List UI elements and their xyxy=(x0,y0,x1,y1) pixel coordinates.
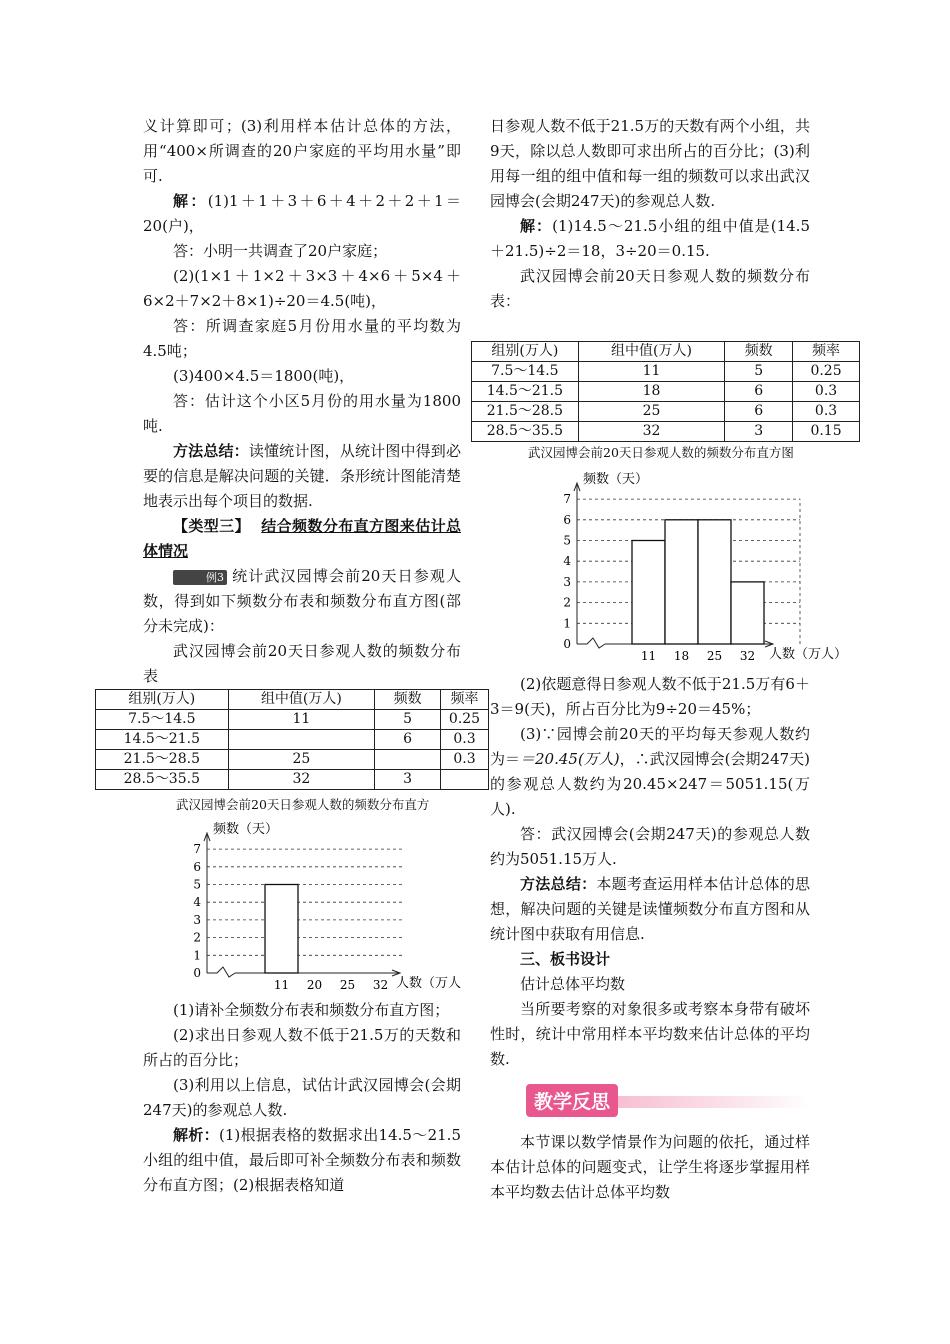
solution-1-text: (1)1＋1＋3＋6＋4＋2＋2＋1＝20(户)， xyxy=(143,192,461,235)
board-subtitle: 估计总体平均数 xyxy=(520,975,626,993)
left-table-cell: 11 xyxy=(228,710,375,730)
right-table-cell: 7.5～14.5 xyxy=(472,362,579,382)
reflection-text: 本节课以数学情景作为问题的依托，通过样本估计总体的问题变式，让学生将逐步掌握用样本平均数去估计总体平均数 xyxy=(490,1133,810,1201)
y-tick-label: 3 xyxy=(563,574,571,589)
right-table-header-row xyxy=(472,342,860,362)
right-table-cell: 0.25 xyxy=(793,362,860,382)
solution-part1 xyxy=(143,189,461,239)
y-tick-label: 1 xyxy=(193,948,201,963)
histogram-bar xyxy=(632,541,665,645)
y-tick-label: 5 xyxy=(193,877,201,892)
left-table-header-cell: 频率 xyxy=(441,690,489,710)
solution-label: 解： xyxy=(173,192,208,210)
left-histogram xyxy=(190,815,490,995)
solution-part3: (3)400×4.5＝1800(吨)， xyxy=(173,367,355,385)
left-table-cell: 14.5～21.5 xyxy=(96,730,229,750)
right-table-cell: 0.15 xyxy=(793,422,860,442)
right-table-cell: 32 xyxy=(578,422,725,442)
solution-3-part-c: ，∴武汉园博会(会期247天)的参观总人数约为20.45×247＝5051.15(万人). xyxy=(490,750,811,818)
left-table-cell: 28.5～35.5 xyxy=(96,770,229,790)
x-tick-label: 11 xyxy=(273,978,290,992)
left-table-row xyxy=(96,750,489,770)
solution-3-part-b: ＝20.45(万人) xyxy=(520,750,620,768)
left-table-cell: 3 xyxy=(375,770,441,790)
left-table-header-row xyxy=(96,690,489,710)
question-2: (2)求出日参观人数不低于21.5万的天数和所占的百分比； xyxy=(143,1026,461,1069)
left-table-cell: 0.25 xyxy=(441,710,489,730)
right-frequency-table xyxy=(471,341,860,442)
right-histogram xyxy=(545,462,870,668)
histogram-bar xyxy=(731,582,764,644)
right-table-intro: 武汉园博会前20天日参观人数的频数分布表： xyxy=(490,267,810,310)
right-solution-2: (2)依题意得日参观人数不低于21.5万有6＋3＝9(天)，所占百分比为9÷20＝45%； xyxy=(490,675,810,718)
histogram-bar xyxy=(698,520,731,644)
y-axis-label: 频数（天） xyxy=(583,472,649,488)
right-table-cell: 0.3 xyxy=(793,382,860,402)
type-label: 【类型三】 xyxy=(173,517,250,535)
left-table-cell xyxy=(375,750,441,770)
right-method-label: 方法总结： xyxy=(520,875,597,893)
method-summary xyxy=(143,439,461,514)
y-tick-label: 4 xyxy=(193,895,201,910)
right-solution-1 xyxy=(490,214,810,264)
left-frequency-table xyxy=(95,689,489,790)
left-table-header-cell: 组中值(万人) xyxy=(228,690,375,710)
right-table-row xyxy=(472,362,860,382)
x-axis-break xyxy=(577,638,605,648)
y-tick-label: 1 xyxy=(563,616,571,631)
right-method-text: 本题考查运用样本估计总体的思想，解决问题的关键是读懂频数分布直方图和从统计图中获取有用信息. xyxy=(490,875,810,943)
x-tick-label: 32 xyxy=(739,649,756,663)
x-tick-label: 25 xyxy=(706,649,723,663)
left-table-header-cell: 频数 xyxy=(375,690,441,710)
right-table-cell: 14.5～21.5 xyxy=(472,382,579,402)
left-questions xyxy=(143,998,461,1198)
y-axis-label: 频数（天） xyxy=(213,822,279,838)
right-solution-label: 解： xyxy=(520,217,553,235)
left-table-row xyxy=(96,710,489,730)
board-text: 当所要考察的对象很多或考察本身带有破坏性时，统计中常用样本平均数来估计总体的平均数. xyxy=(490,1000,810,1068)
y-tick-label: 5 xyxy=(563,533,571,548)
left-column xyxy=(143,114,461,689)
example-tag: 例3 xyxy=(173,570,227,585)
y-tick-label: 6 xyxy=(193,859,201,874)
right-table-cell: 3 xyxy=(725,422,793,442)
left-table-row xyxy=(96,730,489,750)
left-chart-title: 武汉园博会前20天日参观人数的频数分布直方 xyxy=(176,797,430,812)
right-table-cell: 21.5～28.5 xyxy=(472,402,579,422)
histogram-bar xyxy=(665,520,698,644)
right-table-cell: 0.3 xyxy=(793,402,860,422)
y-tick-label: 2 xyxy=(563,595,571,610)
left-table-header-cell: 组别(万人) xyxy=(96,690,229,710)
right-intro-paragraph: 日参观人数不低于21.5万的天数有两个小组，共9天，除以总人数即可求出所占的百分比；(3)利用每一组的组中值和每一组的频数可以求出武汉园博会(会期247天)的参观总人数. xyxy=(490,117,810,210)
right-lower-column xyxy=(490,672,810,1205)
question-1: (1)请补全频数分布表和频数分布直方图； xyxy=(173,1001,450,1019)
answer-2: 答：所调查家庭5月份用水量的平均数为4.5吨； xyxy=(143,317,461,360)
right-table-row xyxy=(472,422,860,442)
example-paragraph xyxy=(143,564,461,639)
analysis-label: 解析： xyxy=(173,1126,219,1144)
type-heading xyxy=(143,514,461,564)
left-table-cell: 0.3 xyxy=(441,750,489,770)
right-table-header-cell: 频数 xyxy=(725,342,793,362)
method-label: 方法总结： xyxy=(173,442,249,460)
teaching-reflection-label: 教学反思 xyxy=(526,1084,618,1117)
right-table-header-cell: 频率 xyxy=(793,342,860,362)
y-tick-label: 6 xyxy=(563,512,571,527)
x-axis-label: 人数（万人） xyxy=(769,647,848,662)
analysis-paragraph xyxy=(143,1123,461,1198)
left-table-cell: 21.5～28.5 xyxy=(96,750,229,770)
y-tick-label: 0 xyxy=(563,637,571,651)
left-table-cell xyxy=(441,770,489,790)
y-tick-label: 3 xyxy=(193,912,201,927)
type-title: 结合频数分布直方图来估计总体情况 xyxy=(143,517,461,560)
right-solution-3 xyxy=(490,722,810,822)
x-tick-label: 11 xyxy=(640,649,657,663)
x-axis-label: 人数（万人 xyxy=(396,976,462,991)
right-table-row xyxy=(472,382,860,402)
right-table-cell: 5 xyxy=(725,362,793,382)
right-table-header-cell: 组中值(万人) xyxy=(578,342,725,362)
y-tick-label: 7 xyxy=(563,492,571,507)
y-tick-label: 2 xyxy=(193,930,201,945)
y-tick-label: 0 xyxy=(193,966,201,980)
x-tick-label: 25 xyxy=(339,978,356,992)
answer-3: 答：估计这个小区5月份的用水量为1800吨. xyxy=(143,392,461,435)
board-design-heading: 三、板书设计 xyxy=(520,950,611,968)
left-table-cell xyxy=(228,730,375,750)
x-axis-break xyxy=(207,967,235,977)
solution-part2: (2)(1×1＋1×2＋3×3＋4×6＋5×4＋6×2＋7×2＋8×1)÷20＝4.5(吨)， xyxy=(143,267,461,310)
left-table-cell: 6 xyxy=(375,730,441,750)
question-3: (3)利用以上信息，试估计武汉园博会(会期247天)的参观总人数. xyxy=(143,1076,461,1119)
analysis-text: (1)根据表格的数据求出14.5～21.5小组的组中值，最后即可补全频数分布表和频数分布直方图；(2)根据表格知道 xyxy=(143,1126,461,1194)
x-tick-label: 20 xyxy=(306,978,323,992)
left-intro-paragraph: 义计算即可；(3)利用样本估计总体的方法，用“400×所调查的20户家庭的平均用水量”即可. xyxy=(143,117,461,185)
right-table-cell: 11 xyxy=(578,362,725,382)
right-table-row xyxy=(472,402,860,422)
left-table-cell: 7.5～14.5 xyxy=(96,710,229,730)
right-table-cell: 6 xyxy=(725,382,793,402)
x-tick-label: 18 xyxy=(673,649,690,663)
right-table-cell: 6 xyxy=(725,402,793,422)
right-table-header-cell: 组别(万人) xyxy=(472,342,579,362)
left-table-row xyxy=(96,770,489,790)
left-table-cell: 25 xyxy=(228,750,375,770)
left-table-cell: 0.3 xyxy=(441,730,489,750)
right-method-summary xyxy=(490,872,810,947)
right-table-cell: 18 xyxy=(578,382,725,402)
teaching-reflection-banner xyxy=(490,1080,810,1124)
method-text: 读懂统计图，从统计图中得到必要的信息是解决问题的关键．条形统计图能清楚地表示出每个项目的数据. xyxy=(143,442,461,510)
left-table-cell: 5 xyxy=(375,710,441,730)
x-tick-label: 32 xyxy=(372,978,389,992)
y-tick-label: 4 xyxy=(563,554,571,569)
right-solution-1-text: (1)14.5～21.5小组的组中值是(14.5＋21.5)÷2＝18，3÷20＝0.15. xyxy=(490,217,810,260)
right-answer: 答：武汉园博会(会期247天)的参观总人数约为5051.15万人. xyxy=(490,825,810,868)
right-column xyxy=(490,114,810,314)
left-table-cell: 32 xyxy=(228,770,375,790)
left-table-title: 武汉园博会前20天日参观人数的频数分布表 xyxy=(143,642,461,685)
right-chart-title: 武汉园博会前20天日参观人数的频数分布直方图 xyxy=(528,445,794,460)
answer-1: 答：小明一共调查了20户家庭； xyxy=(173,242,388,260)
right-table-cell: 28.5～35.5 xyxy=(472,422,579,442)
right-table-cell: 25 xyxy=(578,402,725,422)
y-tick-label: 7 xyxy=(193,842,201,857)
example-text: 统计武汉园博会前20天日参观人数，得到如下频数分布表和频数分布直方图(部分未完成)： xyxy=(143,567,461,635)
histogram-bar xyxy=(265,885,298,974)
solution-3-part-a: (3)∵园博会前20天的平均每天参观人数约为＝ xyxy=(490,725,810,768)
